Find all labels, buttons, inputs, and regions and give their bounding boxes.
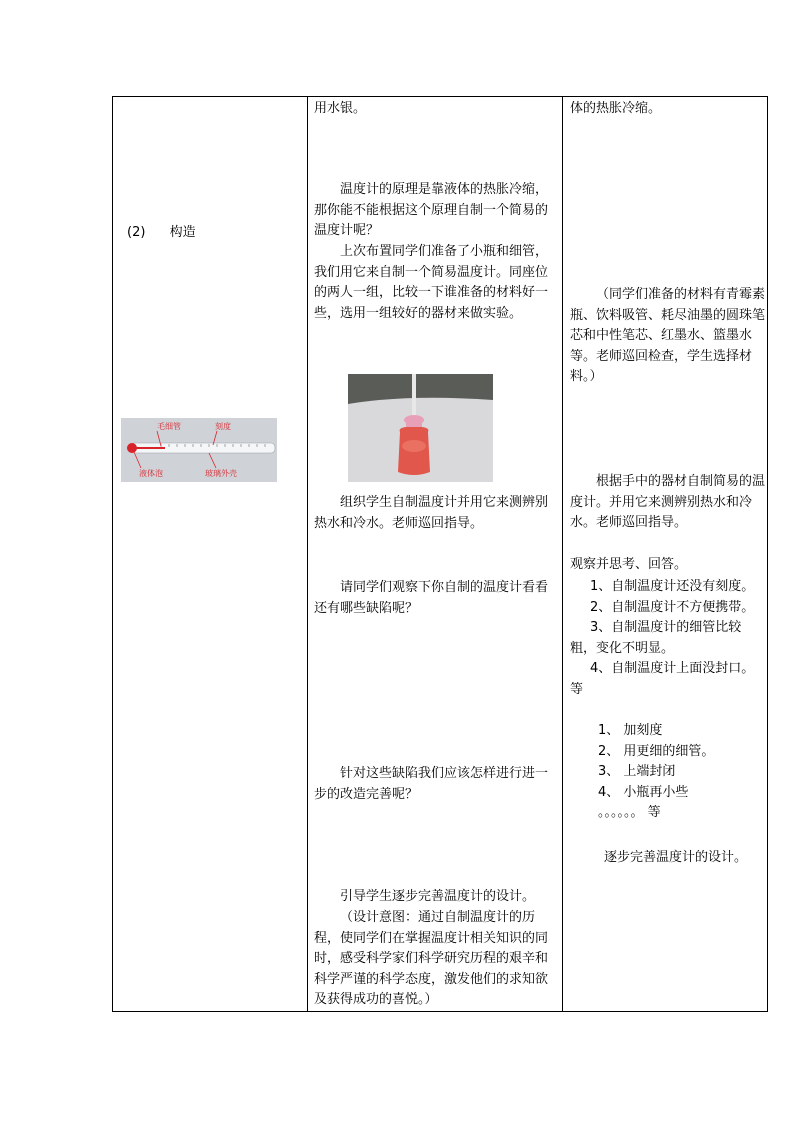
improvement-item: 4、 小瓶再小些 [598,784,689,800]
section-label [127,223,196,243]
teacher-text-3: 组织学生自制温度计并用它来测辨别热水和冷水。老师巡回指导。 [314,495,549,531]
defect-list-end: 等 [570,681,584,697]
teacher-text-2: 上次布置同学们准备了小瓶和细管，我们用它来自制一个简易温度计。同座位的两人一组，比较一下谁准备的材料好一些，选用一组较好的器材来做实验。 [314,244,549,321]
lesson-table [112,96,768,1012]
defect-item: 4、自制温度计上面没封口。 [590,661,755,676]
teacher-text-4: 请同学们观察下你自制的温度计看看还有哪些缺陷呢？ [314,580,549,616]
student-text-0: 体的热胀冷缩。 [570,101,662,116]
label-scale: 刻度 [215,422,231,431]
student-text-3: 观察并思考、回答。 [570,557,688,572]
defect-item: 2、自制温度计不方便携带。 [590,599,755,615]
student-text-1: （同学们准备的材料有青霉素瓶、饮料吸管、耗尽油墨的圆珠笔芯和中性笔芯、红墨水、篮墨水等。老师巡回检查，学生选择材料。） [570,287,766,384]
thermometer-diagram [121,418,277,482]
improvement-item: 3、 上端封闭 [598,764,676,779]
bottle-photo [348,374,493,482]
label-bulb: 液体泡 [139,469,163,478]
student-text-2: 根据手中的器材自制简易的温度计。并用它来测辨别热水和冷水。老师巡回指导。 [570,474,766,530]
section-title: 构造 [169,225,196,240]
bottle-thermometer-image [348,374,493,482]
improvement-item: 1、 加刻度 [598,723,663,738]
teacher-text-5: 针对这些缺陷我们应该怎样进行进一步的改造完善呢？ [314,766,549,802]
column-divider [307,97,308,1011]
improvement-list-end: 。。。。。。 等 [598,805,661,820]
defect-item: 3、自制温度计的细管比较粗，变化不明显。 [570,620,742,656]
teacher-text-1: 温度计的原理是靠液体的热胀冷缩，那你能不能根据这个原理自制一个简易的温度计呢？ [314,182,549,238]
column-divider [562,97,563,1011]
section-number: (2) [127,225,146,240]
improvement-list [570,721,766,824]
defect-list [570,577,766,700]
label-glass-shell: 玻璃外壳 [205,469,237,478]
teacher-text-6: 引导学生逐步完善温度计的设计。 [340,889,536,904]
student-text-4: 逐步完善温度计的设计。 [604,850,748,865]
label-capillary: 毛细管 [157,422,181,431]
thermometer-figure [121,418,277,482]
teacher-text-7: （设计意图：通过自制温度计的历程，使同学们在掌握温度计相关知识的同时，感受科学家们科学研究历程的艰辛和科学严谨的科学态度，激发他们的求知欲及获得成功的喜悦。） [314,910,549,1007]
teacher-text-0: 用水银。 [314,101,367,116]
improvement-item: 2、 用更细的细管。 [598,743,715,759]
defect-item: 1、自制温度计还没有刻度。 [590,579,755,594]
